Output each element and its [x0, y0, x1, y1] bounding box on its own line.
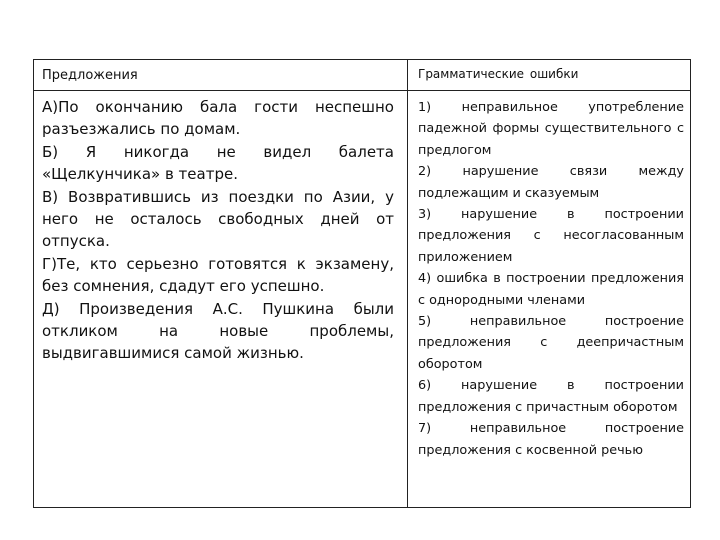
error-6: 6) нарушение в построении предложения с причастным оборотом	[418, 378, 684, 415]
error-3: 3) нарушение в построении предложения с несогласованным приложением	[418, 207, 684, 265]
header-sentences: Предложения	[42, 68, 138, 83]
sentence-c: В) Возвратившись из поездки по Азии, у него не осталось свободных дней от отпуска.	[42, 187, 394, 251]
header-divider	[34, 90, 690, 91]
sentence-b: Б) Я никогда не видел балета «Щелкунчика» в театре.	[42, 142, 394, 184]
error-5: 5) неправильное построение предложения с деепричастным оборотом	[418, 314, 684, 372]
sentence-a: А)По окончанию бала гости неспешно разъезжались по домам.	[42, 98, 394, 139]
grammar-table	[33, 59, 691, 508]
column-divider	[407, 60, 408, 507]
sentence-d: Г)Те, кто серьезно готовятся к экзамену, без сомнения, сдадут его успешно.	[42, 254, 394, 296]
header-errors: Грамматические ошибки	[418, 67, 579, 81]
error-1: 1) неправильное употребление падежной формы существительного с предлогом	[418, 100, 684, 158]
error-4: 4) ошибка в построении предложения с однородными членами	[418, 271, 684, 308]
sentence-e: Д) Произведения А.С. Пушкина были откликом на новые проблемы, выдвигавшимися самой жизнью.	[42, 299, 394, 363]
error-7: 7) неправильное построение предложения с косвенной речью	[418, 421, 684, 458]
sentences-column	[42, 96, 394, 365]
error-2: 2) нарушение связи между подлежащим и сказуемым	[418, 164, 684, 201]
errors-column	[418, 97, 684, 461]
